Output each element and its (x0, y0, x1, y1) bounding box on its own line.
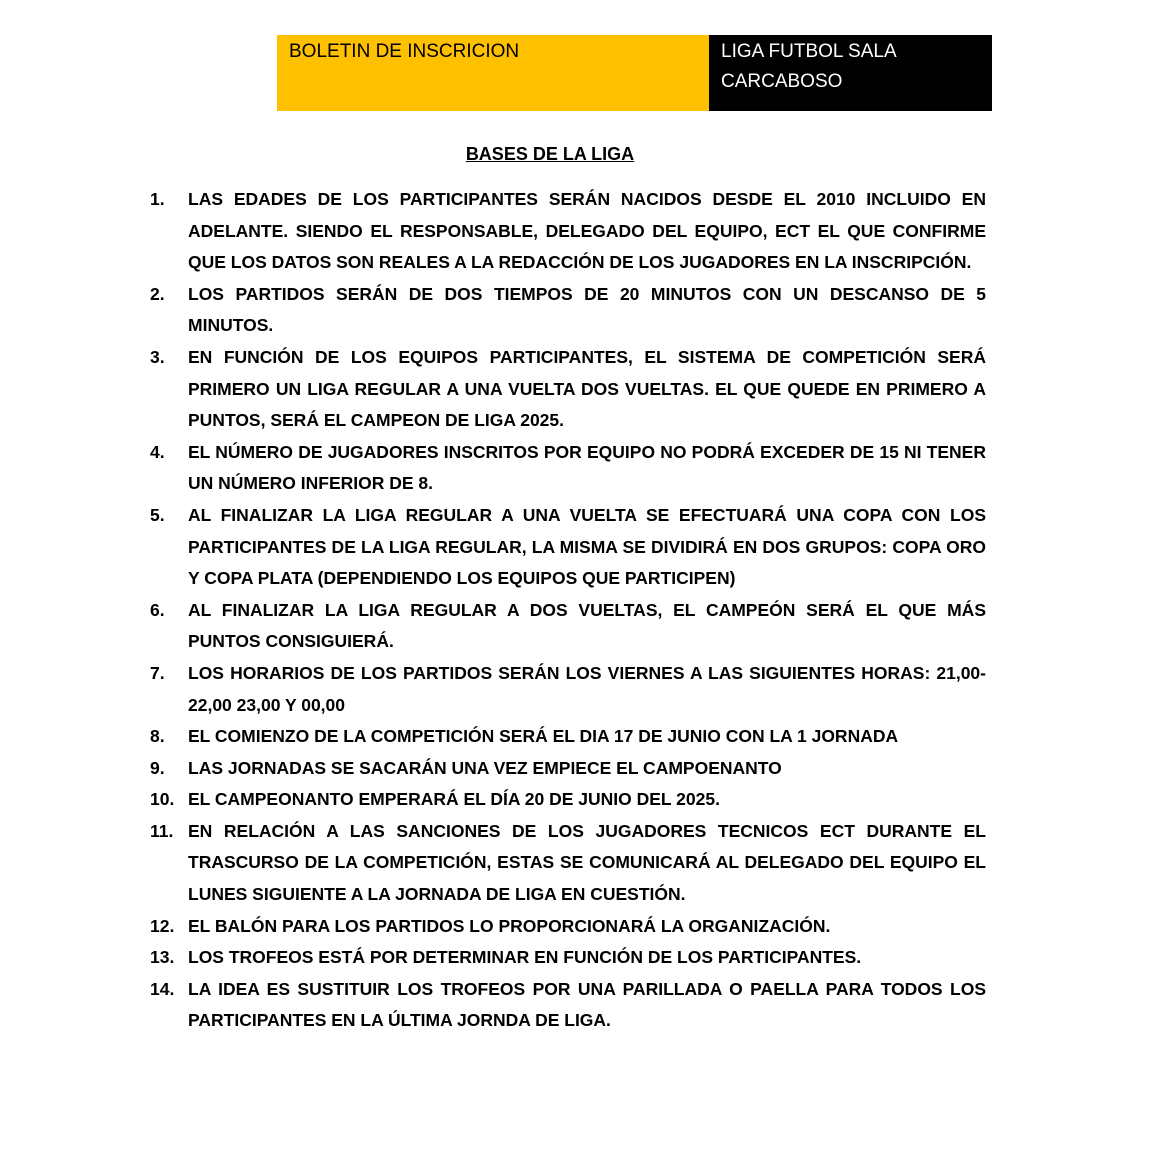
rule-text: EN FUNCIÓN DE LOS EQUIPOS PARTICIPANTES, EL SISTEMA DE COMPETICIÓN SERÁ PRIMERO UN LIGA REGULAR A UNA VUELTA DOS VUELTAS. EL QUE QUEDE EN PRIMERO A PUNTOS, SERÁ EL CAMPEON DE LIGA 2025. (188, 346, 986, 431)
rule-item (150, 942, 986, 974)
rule-item (150, 595, 986, 658)
rule-item (150, 342, 986, 437)
rule-text: LOS TROFEOS ESTÁ POR DETERMINAR EN FUNCIÓN DE LOS PARTICIPANTES. (188, 947, 862, 968)
rule-item (150, 721, 986, 753)
rules-list (150, 184, 986, 1037)
rule-number: 4. (150, 441, 165, 462)
form-title-cell (277, 35, 709, 111)
document-title: BASES DE LA LIGA (465, 144, 635, 164)
rule-item (150, 784, 986, 816)
league-name-line2: CARCABOSO (721, 71, 843, 92)
rule-text: EL COMIENZO DE LA COMPETICIÓN SERÁ EL DIA 17 DE JUNIO CON LA 1 JORNADA (188, 726, 899, 747)
rule-item (150, 816, 986, 911)
rule-number: 7. (150, 662, 165, 683)
rule-text: LAS EDADES DE LOS PARTICIPANTES SERÁN NACIDOS DESDE EL 2010 INCLUIDO EN ADELANTE. SIENDO EL RESPONSABLE, DELEGADO DEL EQUIPO, ECT EL QUE CONFIRME QUE LOS DATOS SON REALES A LA REDACCIÓN DE LOS JUGADORES EN LA INSCRIPCIÓN. (188, 189, 986, 273)
rule-text: LOS HORARIOS DE LOS PARTIDOS SERÁN LOS VIERNES A LAS SIGUIENTES HORAS: 21,00-22,00 23,00 Y 00,00 (188, 662, 986, 715)
rule-number: 2. (150, 283, 165, 304)
header-banner (277, 35, 992, 111)
rule-text: LOS PARTIDOS SERÁN DE DOS TIEMPOS DE 20 MINUTOS CON UN DESCANSO DE 5 MINUTOS. (188, 283, 986, 336)
rule-item (150, 658, 986, 721)
rule-text: EL CAMPEONANTO EMPERARÁ EL DÍA 20 DE JUNIO DEL 2025. (188, 789, 720, 810)
rule-item (150, 753, 986, 785)
rule-number: 11. (150, 820, 174, 841)
rule-number: 8. (150, 726, 165, 747)
rule-number: 6. (150, 599, 165, 620)
rule-text: EL BALÓN PARA LOS PARTIDOS LO PROPORCIONARÁ LA ORGANIZACIÓN. (188, 915, 831, 936)
rule-number: 14. (150, 978, 175, 999)
league-name-line1: LIGA FUTBOL SALA (721, 41, 897, 62)
rule-item (150, 974, 986, 1037)
rule-item (150, 437, 986, 500)
rule-item (150, 500, 986, 595)
rule-item (150, 279, 986, 342)
rule-number: 1. (150, 189, 165, 209)
rule-item (150, 184, 986, 279)
league-name-cell (709, 35, 992, 111)
rule-number: 13. (150, 947, 175, 968)
rule-text: AL FINALIZAR LA LIGA REGULAR A UNA VUELTA SE EFECTUARÁ UNA COPA CON LOS PARTICIPANTES DE LA LIGA REGULAR, LA MISMA SE DIVIDIRÁ EN DOS GRUPOS: COPA ORO Y COPA PLATA (DEPENDIENDO LOS EQUIPOS QUE PARTICIPEN) (188, 504, 986, 589)
rule-text: EN RELACIÓN A LAS SANCIONES DE LOS JUGADORES TECNICOS ECT DURANTE EL TRASCURSO DE LA COMPETICIÓN, ESTAS SE COMUNICARÁ AL DELEGADO DEL EQUIPO EL LUNES SIGUIENTE A LA JORNADA DE LIGA EN CUESTIÓN. (188, 820, 986, 905)
rule-number: 12. (150, 915, 175, 936)
rule-number: 10. (150, 789, 175, 810)
rule-text: EL NÚMERO DE JUGADORES INSCRITOS POR EQUIPO NO PODRÁ EXCEDER DE 15 NI TENER UN NÚMERO INFERIOR DE 8. (188, 441, 986, 494)
rule-text: LAS JORNADAS SE SACARÁN UNA VEZ EMPIECE EL CAMPOENANTO (188, 757, 782, 778)
form-title: BOLETIN DE INSCRICION (289, 41, 520, 62)
rule-text: LA IDEA ES SUSTITUIR LOS TROFEOS POR UNA PARILLADA O PAELLA PARA TODOS LOS PARTICIPANTES EN LA ÚLTIMA JORNDA DE LIGA. (188, 978, 986, 1031)
rule-item (150, 911, 986, 943)
rule-text: AL FINALIZAR LA LIGA REGULAR A DOS VUELTAS, EL CAMPEÓN SERÁ EL QUE MÁS PUNTOS CONSIGUIERÁ. (188, 599, 986, 652)
rule-number: 5. (150, 504, 165, 525)
rule-number: 3. (150, 346, 165, 367)
rule-number: 9. (150, 757, 165, 778)
